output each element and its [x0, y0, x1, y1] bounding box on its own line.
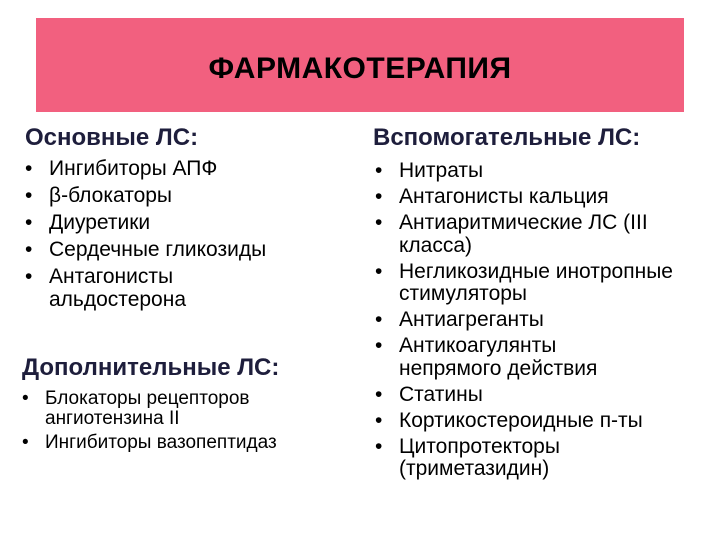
list-item: • Ингибиторы вазопептидаз: [22, 433, 352, 453]
list-item: • Диуретики: [25, 211, 345, 234]
auxiliary-drugs-list: [375, 160, 695, 484]
list-item: • Кортикостероидные п-ты: [375, 410, 695, 433]
main-drugs-heading: Основные ЛС:: [25, 124, 199, 151]
main-drugs-list: [25, 157, 345, 315]
list-item: • Антиагреганты: [375, 309, 695, 332]
list-item: • Антагонисты кальция: [375, 186, 695, 209]
list-item: • Сердечные гликозиды: [25, 238, 345, 261]
additional-drugs-heading: Дополнительные ЛС:: [22, 354, 280, 381]
list-item: • Антикоагулянты непрямого действия: [375, 335, 649, 380]
list-item: • Статины: [375, 384, 695, 407]
list-item: • Ингибиторы АПФ: [25, 157, 345, 180]
list-item: • Цитопротекторы (триметазидин): [375, 436, 599, 481]
title-banner: [36, 18, 684, 112]
list-item: • Блокаторы рецепторов ангиотензина II: [22, 389, 330, 429]
list-item: • β-блокаторы: [25, 184, 345, 207]
list-item: • Антиаритмические ЛС (III класса): [375, 212, 689, 257]
page-title: ФАРМАКОТЕРАПИЯ: [208, 52, 512, 85]
list-item: • Негликозидные инотропные стимуляторы: [375, 261, 699, 306]
auxiliary-drugs-heading: Вспомогательные ЛС:: [373, 124, 641, 151]
additional-drugs-list: [22, 389, 352, 457]
list-item: • Антагонисты альдостерона: [25, 265, 239, 311]
list-item: • Нитраты: [375, 160, 695, 183]
